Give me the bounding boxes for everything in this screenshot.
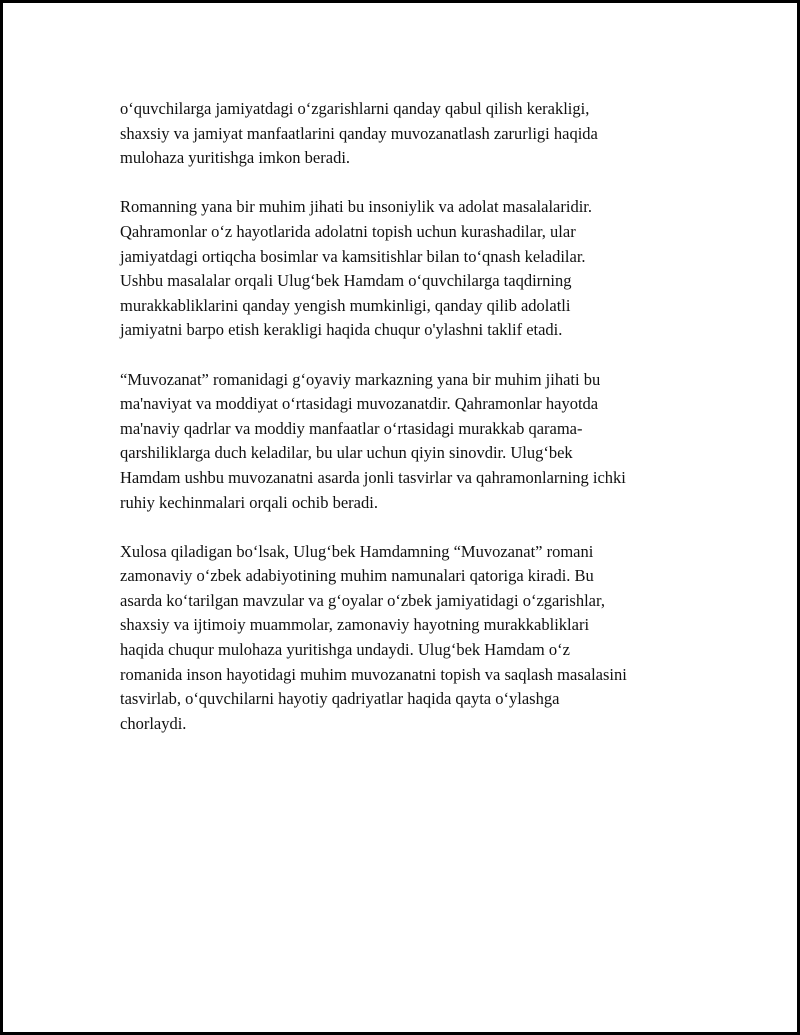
document-body xyxy=(120,97,700,761)
text-line: asarda ko‘tarilgan mavzular va g‘oyalar o‘zbek jamiyatidagi o‘zgarishlar, xyxy=(120,590,605,610)
text-line: chorlaydi. xyxy=(120,713,187,733)
text-line: haqida chuqur mulohaza yuritishga undaydi. Ulug‘bek Hamdam o‘z xyxy=(120,640,570,660)
text-line: tasvirlab, o‘quvchilarni hayotiy qadriyatlar haqida qayta o‘ylashga xyxy=(120,689,560,709)
paragraph-3 xyxy=(120,368,700,516)
text-line: mulohaza yuritishga imkon beradi. xyxy=(120,148,351,168)
paragraph-2 xyxy=(120,195,700,343)
text-line: ma'naviy qadrlar va moddiy manfaatlar o‘rtasidagi murakkab qarama- xyxy=(120,418,583,438)
text-line: Qahramonlar o‘z hayotlarida adolatni topish uchun kurashadilar, ular xyxy=(120,221,576,241)
text-line: zamonaviy o‘zbek adabiyotining muhim namunalari qatoriga kiradi. Bu xyxy=(120,566,594,586)
text-line: shaxsiy va ijtimoiy muammolar, zamonaviy hayotning murakkabliklari xyxy=(120,615,590,635)
text-line: qarshiliklarga duch keladilar, bu ular uchun qiyin sinovdir. Ulug‘bek xyxy=(120,443,573,463)
text-line: romanida inson hayotidagi muhim muvozanatni topish va saqlash masalasini xyxy=(120,664,627,684)
text-line: “Muvozanat” romanidagi g‘oyaviy markazning yana bir muhim jihati bu xyxy=(120,369,601,389)
text-line: jamiyatni barpo etish kerakligi haqida chuqur o'ylashni taklif etadi. xyxy=(120,320,563,340)
text-line: shaxsiy va jamiyat manfaatlarini qanday muvozanatlash zarurligi haqida xyxy=(120,123,598,143)
paragraph-1 xyxy=(120,97,700,171)
text-line: ruhiy kechinmalari orqali ochib beradi. xyxy=(120,492,378,512)
paragraph-4 xyxy=(120,540,700,737)
text-line: Romanning yana bir muhim jihati bu insoniylik va adolat masalalaridir. xyxy=(120,197,592,217)
text-line: Hamdam ushbu muvozanatni asarda jonli tasvirlar va qahramonlarning ichki xyxy=(120,467,626,487)
text-line: jamiyatdagi ortiqcha bosimlar va kamsitishlar bilan to‘qnash keladilar. xyxy=(120,246,586,266)
text-line: Ushbu masalalar orqali Ulug‘bek Hamdam o‘quvchilarga taqdirning xyxy=(120,271,572,291)
text-line: ma'naviyat va moddiyat o‘rtasidagi muvozanatdir. Qahramonlar hayotda xyxy=(120,394,599,414)
text-line: o‘quvchilarga jamiyatdagi o‘zgarishlarni qanday qabul qilish kerakligi, xyxy=(120,99,590,118)
text-line: Xulosa qiladigan bo‘lsak, Ulug‘bek Hamdamning “Muvozanat” romani xyxy=(120,541,594,561)
text-line: murakkabliklarini qanday yengish mumkinligi, qanday qilib adolatli xyxy=(120,295,571,315)
